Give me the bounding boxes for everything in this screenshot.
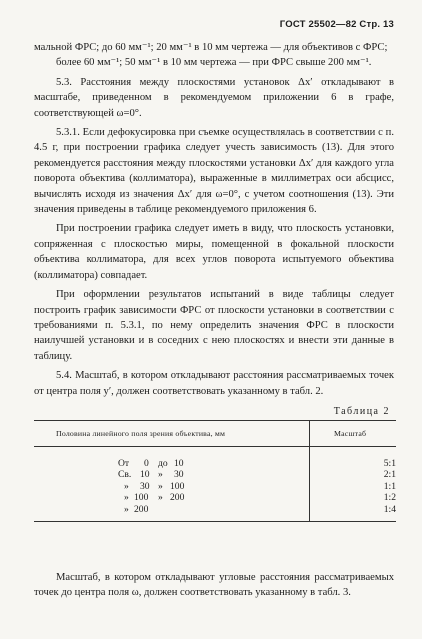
table-top-rule xyxy=(34,420,396,421)
page-header: ГОСТ 25502—82 Стр. 13 xyxy=(279,19,394,30)
scale-value: 2:1 xyxy=(383,469,396,481)
paragraph-table3-note: Масштаб, в котором откладывают угловые расстояния рассматриваемых точек до центра поля ω, должен соответствовать указанному в табл. 3. xyxy=(34,572,394,599)
paragraph-results: При оформлении результатов испытаний в виде таблицы следует построить график зависимости ФРС от плоскости установки в соответствии с требованиями п. 5.3.1, по нему определить значения ФРС в плоскости наилучшей установки и в соседних с нею плоскостях и внести эти данные в таблицу. xyxy=(34,289,394,362)
scale-table: Половина линейного поля зрения объектива, мм Масштаб От 0 до 10 Св. 10 » 30 » 30 » 100 » 100 » 200 » 200 5:1 2:1 1:1 1:2 1:4 xyxy=(34,420,396,521)
body-text xyxy=(34,40,394,399)
scale-value: 1:2 xyxy=(383,492,396,504)
scale-column xyxy=(376,458,396,515)
paragraph-5-4: 5.4. Масштаб, в котором откладывают расстояния рассматриваемых точек от центра поля y′, должен соответствовать указанному в табл. 2. xyxy=(34,370,394,397)
scale-value: 5:1 xyxy=(383,458,396,469)
paragraph-1: мальной ФРС; до 60 мм⁻¹; 20 мм⁻¹ в 10 мм чертежа — для объективов с ФРС; xyxy=(34,42,388,53)
table-caption: Таблица 2 xyxy=(333,406,390,417)
paragraph-5-3: 5.3. Расстояния между плоскостями установок Δx′ откладывают в масштабе, приведенном в рекомендуемом приложении 6 в графе, соответствующей ω=0°. xyxy=(34,76,394,119)
paragraph-plot-note: При построении графика следует иметь в виду, что плоскость установки, сопряженная с плоскостью миры, помещенной в фокальной плоскости объектива коллиматора, для всех углов поворота испытуемого объектива (коллиматора) совпадает. xyxy=(34,223,394,281)
table-column-divider xyxy=(309,420,310,521)
table-bottom-rule xyxy=(34,521,396,522)
closing-text xyxy=(34,570,394,601)
table-header-rule xyxy=(34,446,396,447)
col-scale-header: Масштаб xyxy=(334,429,367,438)
paragraph-2: более 60 мм⁻¹; 50 мм⁻¹ в 10 мм чертежа — при ФРС свыше 200 мм⁻¹. xyxy=(56,57,372,69)
scale-value: 1:4 xyxy=(383,503,396,515)
paragraph-5-3-1: 5.3.1. Если дефокусировка при съемке осуществлялась в соответствии с п. 4.5 г, при построении графика следует учесть зависимость (13). Для этого рекомендуется расстояния между плоскостями установки Δx′ для каждого угла поворота объектива (коллиматора), выраженные в миллиметрах оси абсцисс, вычислять исходя из значения Δx′ для ω=0°, с учетом соотношения (13). Эти значения приведены в таблице рекомендуемого приложения 6. xyxy=(34,127,394,216)
scale-value: 1:1 xyxy=(383,480,396,492)
col-half-field-header: Половина линейного поля зрения объектива, мм xyxy=(56,429,226,438)
